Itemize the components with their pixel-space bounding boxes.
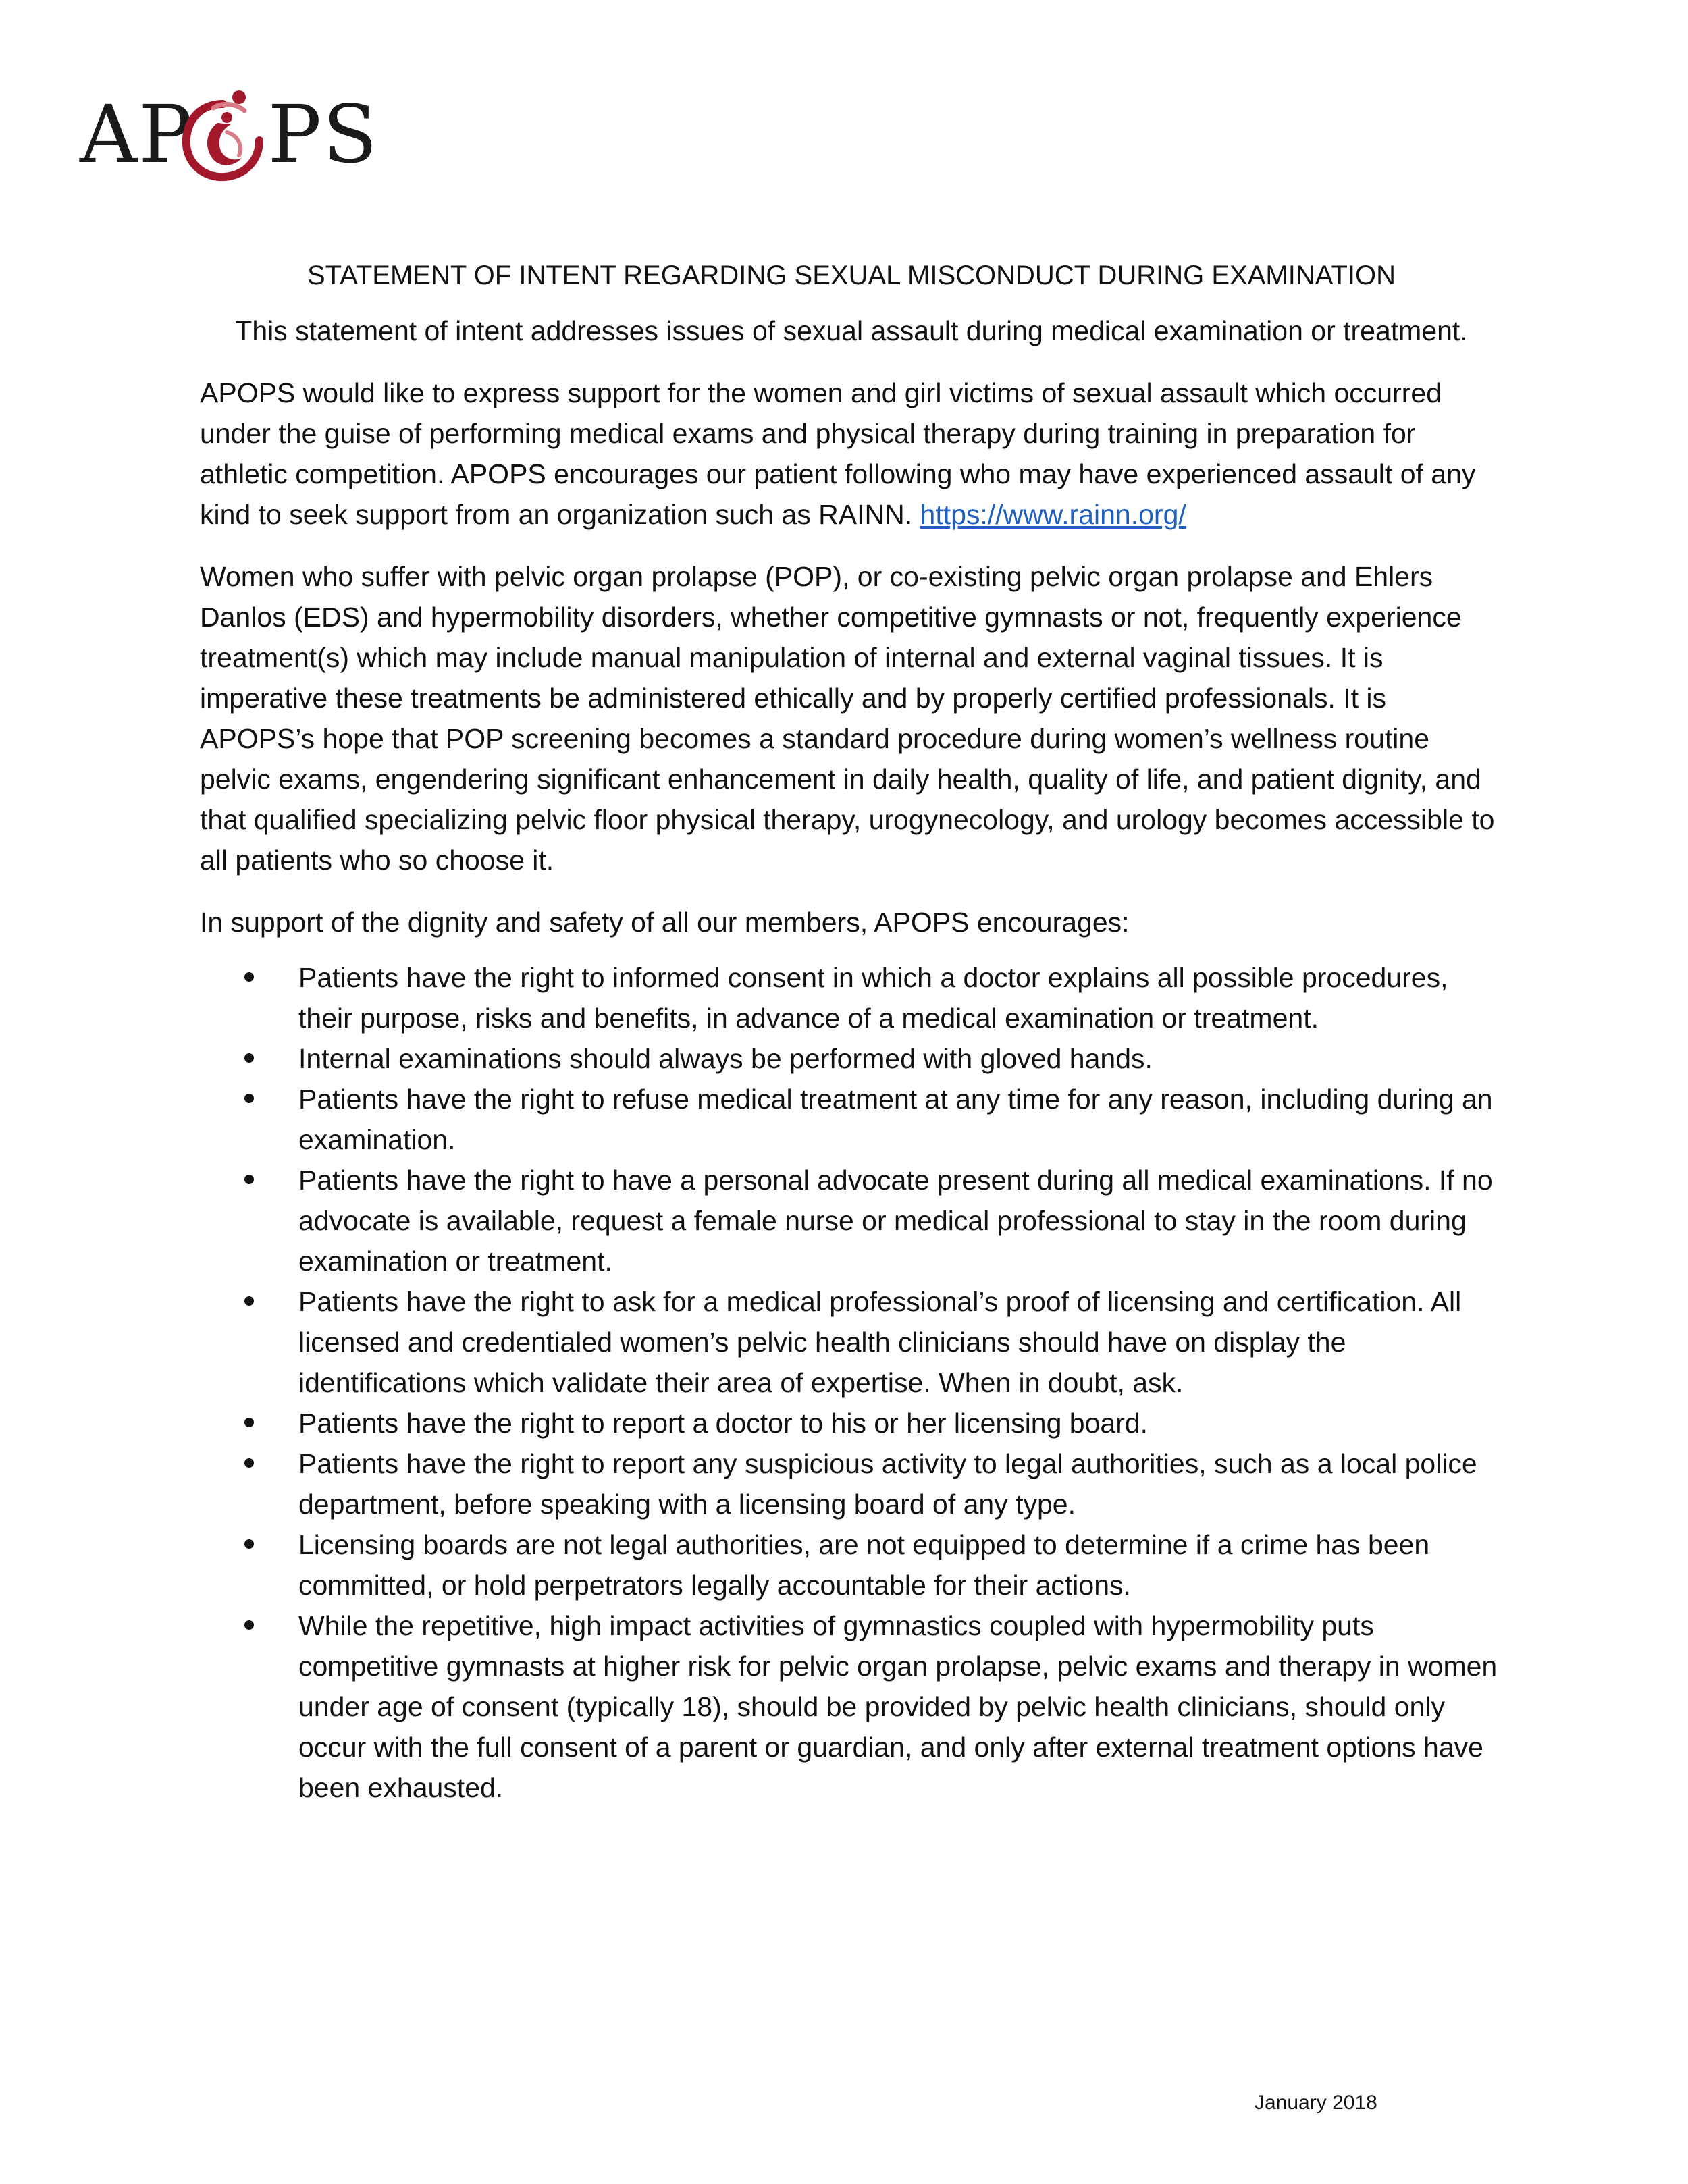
list-item-text: Patients have the right to have a personal advocate present during all medical examinations. If no advocate is available, request a female nurse or medical professional to stay in the room during examination or treatment. xyxy=(298,1165,1493,1277)
list-item-text: Patients have the right to ask for a medical professional’s proof of licensing and certification. All licensed and credentialed women’s pelvic health clinicians should have on display the identifications which validate their area of expertise. When in doubt, ask. xyxy=(298,1286,1462,1398)
bullet-icon xyxy=(244,1094,254,1103)
bullet-icon xyxy=(244,1620,254,1630)
intro-statement: This statement of intent addresses issues of sexual assault during medical examination or treatment. xyxy=(235,315,1468,346)
bullet-icon xyxy=(244,1418,254,1427)
pop-paragraph: Women who suffer with pelvic organ prolapse (POP), or co-existing pelvic organ prolapse and Ehlers Danlos (EDS) and hypermobility disorders, whether competitive gymnasts or not, frequently experience treatment(s) which may include manual manipulation of internal and external vaginal tissues. It is imperative these treatments be administered ethically and by properly certified professionals. It is APOPS’s hope that POP screening becomes a standard procedure during women’s wellness routine pelvic exams, engendering significant enhancement in daily health, quality of life, and patient dignity, and that qualified specializing pelvic floor physical therapy, urogynecology, and urology becomes accessible to all patients who so choose it. xyxy=(200,561,1495,876)
rights-list xyxy=(200,957,1503,1808)
list-item-text: Patients have the right to report any suspicious activity to legal authorities, such as a local police department, before speaking with a licensing board of any type. xyxy=(298,1448,1477,1520)
support-paragraph xyxy=(200,373,1503,535)
encourages-paragraph: In support of the dignity and safety of all our members, APOPS encourages: xyxy=(200,907,1130,938)
list-item xyxy=(200,1524,1503,1605)
bullet-icon xyxy=(244,1053,254,1063)
list-item xyxy=(200,1605,1503,1808)
list-item xyxy=(200,1403,1503,1443)
apops-logo xyxy=(80,80,379,181)
list-item xyxy=(200,957,1503,1038)
list-item xyxy=(200,1038,1503,1079)
list-item xyxy=(200,1079,1503,1160)
document-date: January 2018 xyxy=(1255,2092,1377,2114)
list-item-text: Patients have the right to informed consent in which a doctor explains all possible procedures, their purpose, risks and benefits, in advance of a medical examination or treatment. xyxy=(298,962,1448,1034)
bullet-icon xyxy=(244,1175,254,1184)
list-item xyxy=(200,1281,1503,1403)
apops-logo-mark-icon xyxy=(180,88,266,182)
bullet-icon xyxy=(244,1296,254,1306)
list-item-text: Patients have the right to refuse medical treatment at any time for any reason, including during an examination. xyxy=(298,1084,1493,1155)
list-item-text: Internal examinations should always be performed with gloved hands. xyxy=(298,1043,1153,1074)
bullet-icon xyxy=(244,1539,254,1549)
list-item xyxy=(200,1443,1503,1524)
rainn-link[interactable]: https://www.rainn.org/ xyxy=(920,499,1186,530)
bullet-icon xyxy=(244,972,254,982)
list-item-text: While the repetitive, high impact activities of gymnastics coupled with hypermobility puts competitive gymnasts at higher risk for pelvic organ prolapse, pelvic exams and therapy in women under age of consent (typically 18), should be provided by pelvic health clinicians, should only occur with the full consent of a parent or guardian, and only after external treatment options have been exhausted. xyxy=(298,1610,1498,1803)
bullet-icon xyxy=(244,1458,254,1468)
list-item xyxy=(200,1160,1503,1281)
document-title: STATEMENT OF INTENT REGARDING SEXUAL MISCONDUCT DURING EXAMINATION xyxy=(307,261,1396,290)
support-paragraph-text: APOPS would like to express support for the women and girl victims of sexual assault which occurred under the guise of performing medical exams and physical therapy during training in preparation for athletic competition. APOPS encourages our patient following who may have experienced assault of any kind to seek support from an organization such as RAINN. xyxy=(200,377,1476,530)
list-item-text: Patients have the right to report a doctor to his or her licensing board. xyxy=(298,1408,1149,1439)
list-item-text: Licensing boards are not legal authorities, are not equipped to determine if a crime has been committed, or hold perpetrators legally accountable for their actions. xyxy=(298,1529,1430,1601)
logo-text-ap: AP xyxy=(80,88,194,181)
document-body xyxy=(200,255,1503,1808)
logo-text-ps: PS xyxy=(267,88,379,181)
